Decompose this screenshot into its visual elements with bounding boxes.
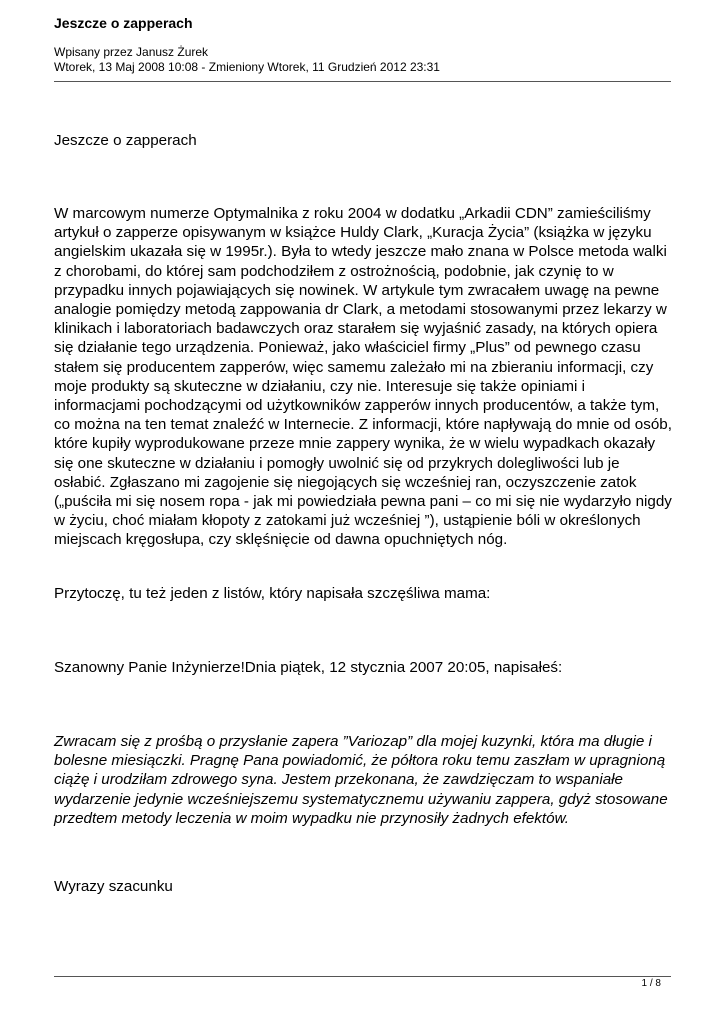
header-divider	[54, 81, 671, 82]
page-header	[54, 14, 674, 75]
letter-closing: Wyrazy szacunku	[54, 878, 173, 895]
author-line: Wpisany przez Janusz Żurek	[54, 45, 209, 59]
page-number: 1 / 8	[641, 978, 661, 989]
letter-greeting: Szanowny Panie Inżynierze!Dnia piątek, 12 stycznia 2007 20:05, napisałeś:	[54, 659, 563, 676]
document-title: Jeszcze o zapperach	[54, 15, 193, 31]
letter-body: Zwracam się z prośbą o przysłanie zapera ”Variozap” dla mojej kuzynki, która ma długie i bolesne miesiączki. Pragnę Pana powiadomić, że półtora roku temu zaszłam w upragnioną ciążę i urodziłam zdrowego syna. Jestem przekonana, że zawdzięczam to wspaniałe wydarzenie jedynie wcześniejszemu systematycznemu używaniu zappera, gdyż stosowane przedtem metody leczenia w moim wypadku nie przynosiły żadnych efektów.	[54, 733, 668, 827]
date-line: Wtorek, 13 Maj 2008 10:08 - Zmieniony Wtorek, 11 Grudzień 2012 23:31	[54, 60, 440, 74]
footer-divider	[54, 976, 671, 977]
main-paragraph: W marcowym numerze Optymalnika z roku 2004 w dodatku „Arkadii CDN” zamieściliśmy artykuł o zapperze opisywanym w książce Huldy Clark, „Kuracja Życia” (książka w języku angielskim ukazała się w 1995r.). Była to wtedy jeszcze mało znana w Polsce metoda walki z chorobami, do której sam podchodziłem z ostrożnością, podobnie, jak czynię to w przypadku innych pojawiających się nowinek. W artykule tym zwracałem uwagę na pewne analogie pomiędzy metodą zappowania dr Clark, a metodami stosowanymi przez lekarzy w klinikach i laboratoriach badawczych oraz starałem się wyjaśnić zasady, na których opiera się działanie tego urządzenia. Ponieważ, jako właściciel firmy „Plus” od pewnego czasu stałem się producentem zapperów, więc samemu zależało mi na zbieraniu informacji, czy moje produkty są skuteczne w działaniu, czy nie. Interesuje się także opiniami i informacjami pochodzącymi od użytkowników zapperów innych producentów, a także tym, co można na ten temat znaleźć w Internecie. Z informacji, które napływają do mnie od osób, które kupiły wyprodukowane przeze mnie zappery wynika, że w wielu wypadkach okazały się one skuteczne w działaniu i pomogły uwolnić się od przykrych dolegliwości lub je osłabić. Zgłaszano mi zagojenie się niegojących się wcześniej ran, oczyszczenie zatok („puściła mi się nosem ropa - jak mi powiedziała pewna pani – co mi się nie wydarzyło nigdy w życiu, choć miałam kłopoty z zatokami już wcześniej ”), ustąpienie bóli w określonych miejscach kręgosłupa, czy sklęśnięcie od dawna opuchniętych nóg.	[54, 205, 672, 549]
article-meta	[54, 45, 674, 75]
article-subtitle: Jeszcze o zapperach	[54, 132, 197, 149]
quote-intro-paragraph: Przytoczę, tu też jeden z listów, który napisała szczęśliwa mama:	[54, 585, 491, 602]
